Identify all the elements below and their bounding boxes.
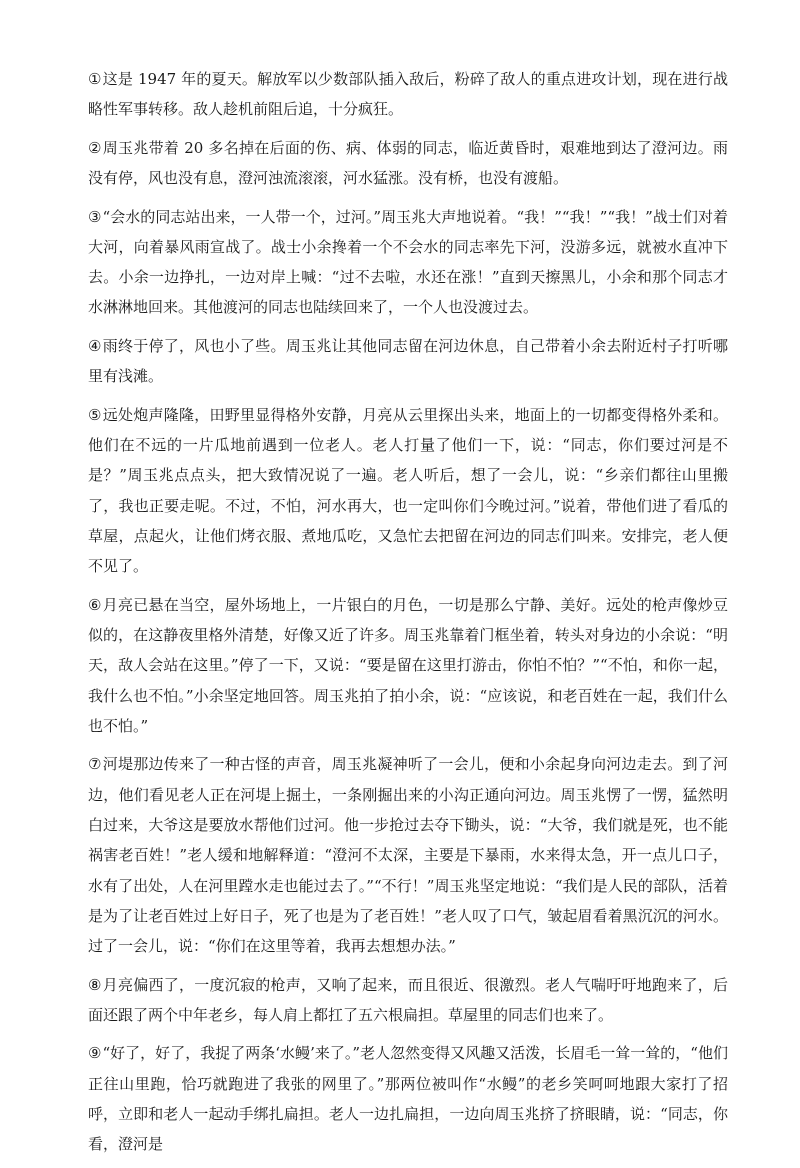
paragraph-number: ⑥: [88, 595, 102, 614]
paragraph-number: ⑨: [88, 1044, 102, 1063]
paragraph-text: 这是 1947 年的夏天。解放军以少数部队插入敌后，粉碎了敌人的重点进攻计划，现在进行战略性军事转移。敌人趁机前阻后追，十分疯狂。: [88, 70, 729, 119]
paragraph-1: [88, 64, 728, 125]
paragraph-number: ②: [88, 138, 102, 157]
paragraph-text: 雨终于停了，风也小了些。周玉兆让其他同志留在河边休息，自己带着小余去附近村子打听哪里有浅滩。: [88, 336, 728, 386]
paragraph-4: [88, 331, 728, 392]
paragraph-text: 河堤那边传来了一种古怪的声音，周玉兆凝神听了一会儿，便和小余起身向河边走去。到了河边，他们看见老人正在河堤上掘土，一条刚掘出来的小沟正通向河边。周玉兆愣了一愣，猛然明白过来，大爷这是要放水帮他们过河。他一步抢过去夺下锄头，说：“大爷，我们就是死，也不能祸害老百姓！”老人缓和地解释道：“澄河不太深，主要是下暴雨，水来得太急，开一点儿口子，水有了出处，人在河里蹚水走也能过去了。”“不行！”周玉兆坚定地说：“我们是人民的部队，活着是为了让老百姓过上好日子，死了也是为了老百姓！”老人叹了口气，皱起眉看着黑沉沉的河水。过了一会儿，说：“你们在这里等着，我再去想想办法。”: [88, 755, 728, 956]
paragraph-3: [88, 202, 728, 323]
paragraph-text: 月亮已悬在当空，屋外场地上，一片银白的月色，一切是那么宁静、美好。远处的枪声像炒豆似的，在这静夜里格外清楚，好像又近了许多。周玉兆靠着门框坐着，转头对身边的小余说：“明天，敌人会站在这里。”停了一下，又说：“要是留在这里打游击，你怕不怕？”“不怕，和你一起，我什么也不怕。”小余坚定地回答。周玉兆拍了拍小余，说：“应该说，和老百姓在一起，我们什么也不怕。”: [88, 595, 728, 735]
paragraph-text: 周玉兆带着 20 多名掉在后面的伤、病、体弱的同志，临近黄昏时，艰难地到达了澄河边。雨没有停，风也没有息，澄河浊流滚滚，河水猛涨。没有桥，也没有渡船。: [88, 138, 728, 188]
paragraph-7: [88, 749, 728, 961]
paragraph-text: “会水的同志站出来，一人带一个，过河。”周玉兆大声地说着。“我！”“我！”“我！”战士们对着大河，向着暴风雨宣战了。战士小余搀着一个不会水的同志率先下河，没游多远，就被水直冲下去。小余一边挣扎，一边对岸上喊：“过不去啦，水还在涨！”直到天擦黑儿，小余和那个同志才水淋淋地回来。其他渡河的同志也陆续回来了，一个人也没渡过去。: [88, 207, 729, 317]
paragraph-number: ④: [88, 336, 102, 355]
paragraph-number: ①: [88, 70, 102, 88]
paragraph-number: ⑤: [88, 405, 102, 424]
paragraph-number: ③: [88, 207, 102, 226]
paragraph-text: 远处炮声隆隆，田野里显得格外安静，月亮从云里探出头来，地面上的一切都变得格外柔和。他们在不远的一片瓜地前遇到一位老人。老人打量了他们一下，说：“同志，你们要过河是不是？”周玉兆点点头，把大致情况说了一遍。老人听后，想了一会儿，说：“乡亲们都往山里搬了，我也正要走呢。不过，不怕，河水再大，也一定叫你们今晚过河。”说着，带他们进了看瓜的草屋，点起火，让他们烤衣服、煮地瓜吃，又急忙去把留在河边的同志们叫来。安排完，老人便不见了。: [88, 405, 728, 576]
story-text: [88, 64, 728, 1168]
paragraph-9: [88, 1038, 728, 1159]
paragraph-number: ⑦: [88, 755, 102, 774]
paragraph-5: [88, 400, 728, 582]
paragraph-text: “好了，好了，我捉了两条‘水鳗’来了。”老人忽然变得又风趣又活泼，长眉毛一耸一耸的，“他们正往山里跑，恰巧就跑进了我张的网里了。”那两位被叫作“水鳗”的老乡笑呵呵地跟大家打了招呼，立即和老人一起动手绑扎扁担。老人一边扎扁担，一边向周玉兆挤了挤眼睛，说：“同志，你看，澄河是: [88, 1044, 729, 1154]
paragraph-text: 月亮偏西了，一度沉寂的枪声，又响了起来，而且很近、很激烈。老人气喘吁吁地跑来了，后面还跟了两个中年老乡，每人肩上都扛了五六根扁担。草屋里的同志们也来了。: [88, 975, 728, 1024]
paragraph-number: ⑧: [88, 975, 102, 994]
paragraph-6: [88, 590, 728, 741]
paragraph-8: [88, 970, 728, 1031]
paragraph-2: [88, 133, 728, 194]
